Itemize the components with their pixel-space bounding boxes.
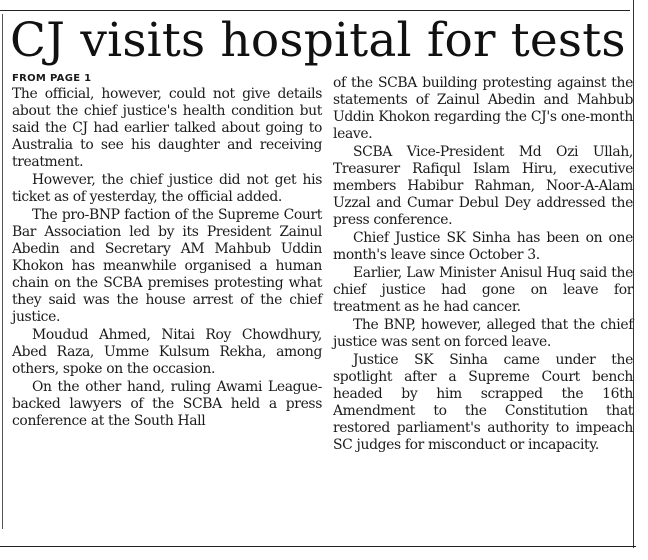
bottom-rule xyxy=(0,546,636,547)
paragraph: Justice SK Sinha came under the spotlight after a Supreme Court bench headed by him scrapped the 16th Amendment to the Constitution that restored parliament's authority to impeach SC judges for misconduct or incapacity. xyxy=(333,352,633,453)
kicker: FROM PAGE 1 xyxy=(12,73,92,84)
paragraph: The official, however, could not give details about the chief justice's health condition but said the CJ had earlier talked about going to Australia to see his daughter and receiving treatment. xyxy=(12,86,322,170)
paragraph: Moudud Ahmed, Nitai Roy Chowdhury, Abed Raza, Umme Kulsum Rekha, among others, spoke on the occasion. xyxy=(12,327,322,377)
paragraph: Chief Justice SK Sinha has been on one month's leave since October 3. xyxy=(333,230,633,263)
headline: CJ visits hospital for tests xyxy=(10,13,626,68)
paragraph: The pro-BNP faction of the Supreme Court Bar Association led by its President Zainul Abedin and Secretary AM Mahbub Uddin Khokon has meanwhile organised a human chain on the SCBA premises protesting what they said was the house arrest of the chief justice. xyxy=(12,207,322,325)
paragraph: The BNP, however, alleged that the chief justice was sent on forced leave. xyxy=(333,317,633,350)
paragraph: SCBA Vice-President Md Ozi Ullah, Treasurer Rafiqul Islam Hiru, executive members Habibur Rahman, Noor-A-Alam Uzzal and Cumar Debul Dey addressed the press conference. xyxy=(333,144,633,228)
paragraph: Earlier, Law Minister Anisul Huq said the chief justice had gone on leave for treatment as he had cancer. xyxy=(333,265,633,315)
paragraph: However, the chief justice did not get his ticket as of yesterday, the official added. xyxy=(12,172,322,205)
top-rule xyxy=(0,10,630,11)
paragraph: On the other hand, ruling Awami League-backed lawyers of the SCBA held a press conference at the South Hall xyxy=(12,379,322,429)
right-column-rule xyxy=(633,0,634,548)
left-column-rule xyxy=(2,14,3,529)
article-column-right xyxy=(333,75,633,454)
paragraph: of the SCBA building protesting against the statements of Zainul Abedin and Mahbub Uddin Khokon regarding the CJ's one-month leave. xyxy=(333,75,633,142)
article-column-left xyxy=(12,72,322,430)
